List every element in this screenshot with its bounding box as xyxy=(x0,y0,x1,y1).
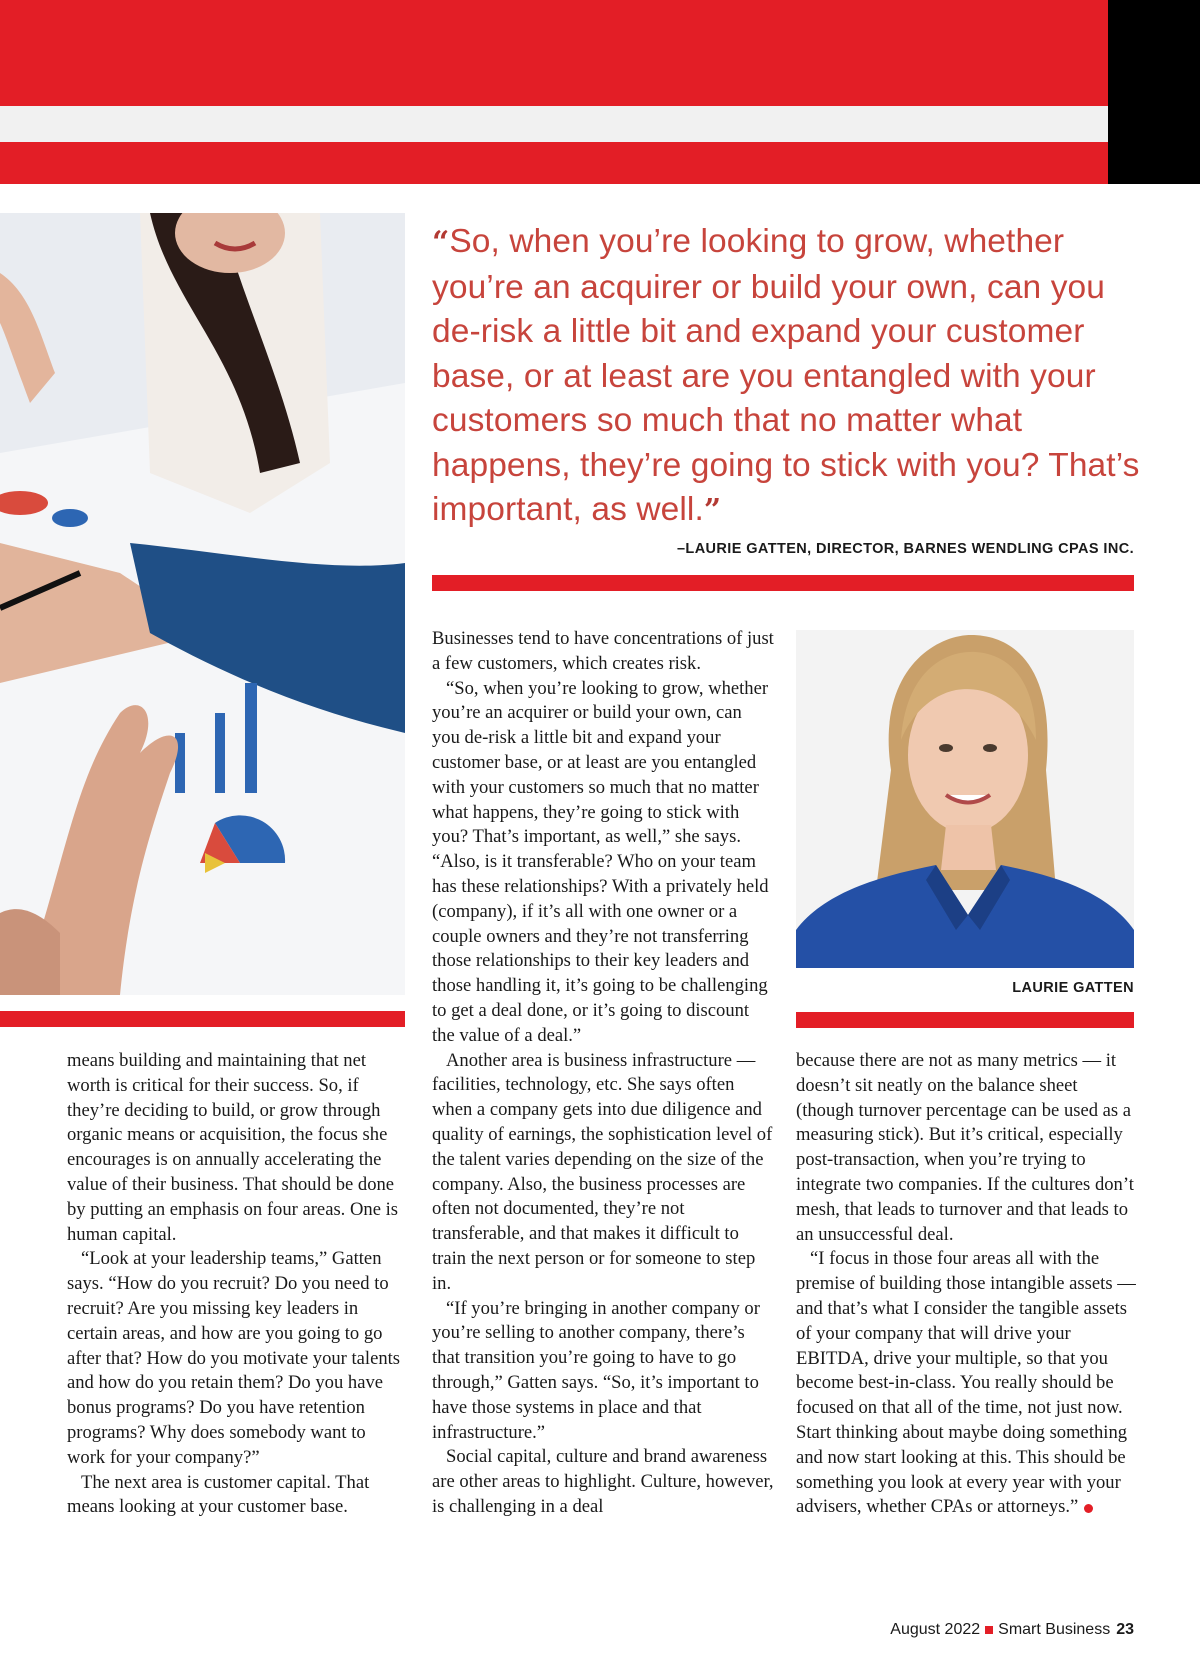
photo-caption: LAURIE GATTEN xyxy=(1012,980,1134,996)
pull-quote xyxy=(432,220,1142,534)
pull-quote-text: So, when you’re looking to grow, whether you’re an acquirer or build your own, can you de-risk a little bit and expand your customer base, or at least are you entangled with your customers so much that no matter what happens, they’re going to stick with you? That’s important, as well. xyxy=(432,223,1140,528)
page-footer xyxy=(780,1621,1134,1639)
portrait-illustration xyxy=(796,630,1134,968)
meeting-photo-illustration xyxy=(0,213,405,995)
pull-quote-close-mark: ” xyxy=(703,493,722,528)
article-column-1 xyxy=(67,1049,407,1520)
pull-quote-attribution: –LAURIE GATTEN, DIRECTOR, BARNES WENDLING CPAS INC. xyxy=(676,541,1134,557)
article-paragraph-final xyxy=(796,1247,1136,1520)
pull-quote-open-mark: “ xyxy=(432,225,450,260)
article-paragraph: “Look at your leadership teams,” Gatten says. “How do you recruit? Do you need to recruit? Are you missing key leaders in certain areas, and how are you going to go after that? How do you motivate your talents and how do you retain them? Do you have bonus programs? Do you have retention programs? Why does somebody want to work for your company?” xyxy=(67,1248,401,1468)
article-paragraph: means building and maintaining that net worth is critical for their success. So, if they’re deciding to build, or grow through organic means or acquisition, the focus she encourages is on annually accelerating the value of their business. That should be done by putting an emphasis on four areas. One is human capital. xyxy=(67,1050,399,1245)
article-column-2 xyxy=(432,627,774,1520)
meeting-photo xyxy=(0,213,405,995)
red-rule-right xyxy=(796,1012,1134,1028)
article-paragraph: “If you’re bringing in another company or you’re selling to another company, there’s that transition you’re going to have to go through,” Gatten says. “So, it’s important to have those systems in place and that infrastructure.” xyxy=(432,1297,760,1443)
laurie-gatten-portrait xyxy=(796,630,1134,968)
header-black-tab xyxy=(1108,0,1200,184)
article-paragraph: Social capital, culture and brand awareness are other areas to highlight. Culture, however, is challenging in a deal xyxy=(432,1446,774,1517)
footer-separator-icon xyxy=(985,1626,993,1634)
end-mark-icon xyxy=(1084,1504,1093,1513)
article-paragraph: The next area is customer capital. That means looking at your customer base. xyxy=(67,1471,370,1518)
article-paragraph: because there are not as many metrics — it doesn’t sit neatly on the balance sheet (though turnover percentage can be used as a measuring stick). But it’s critical, especially post-transaction, when you’re trying to integrate two companies. If the cultures don’t mesh, that leads to turnover and that leads to an unsuccessful deal. xyxy=(796,1050,1134,1245)
article-paragraph: “So, when you’re looking to grow, whether you’re an acquirer or build your own, can you de-risk a little bit and expand your customer base, or at least are you entangled with your customers so much that no matter what happens, they’re going to stick with you? That’s important, as well,” she says. “Also, is it transferable? Who on your team has these relationships? With a privately held (company), if it’s all with one owner or a couple owners and they’re not transferring those relationships to their key leaders and those handling it, it’s going to be challenging to get a deal done, or it’s going to discount the value of a deal.” xyxy=(432,677,769,1046)
article-paragraph: Another area is business infrastructure — facilities, technology, etc. She says often when a company gets into due diligence and quality of earnings, the sophistication level of the talent varies depending on the size of the company. Also, the business processes are often not documented, they’re not transferable, and that makes it difficult to train the next person or for someone to step in. xyxy=(432,1049,773,1294)
footer-publication: Smart Business xyxy=(998,1621,1111,1638)
footer-date: August 2022 xyxy=(890,1621,981,1638)
article-column-3 xyxy=(796,1049,1136,1520)
header-red-stripe xyxy=(0,142,1108,184)
header-red-band xyxy=(0,0,1108,106)
page-number: 23 xyxy=(1116,1621,1134,1638)
red-rule-left xyxy=(0,1011,405,1027)
header-white-stripe xyxy=(0,106,1108,142)
red-rule-quote xyxy=(432,575,1134,591)
article-final-text: “I focus in those four areas all with the premise of building those intangible assets — and that’s what I consider the tangible assets of your company that will drive your EBITDA, drive your multiple, so that you become best-in-class. You really should be focused on that all of the time, not just now. Start thinking about maybe doing something and now start looking at this. This should be something you look at every year with your advisers, whether CPAs or attorneys.” xyxy=(796,1248,1136,1518)
article-paragraph: Businesses tend to have concentrations of just a few customers, which creates risk. xyxy=(432,628,774,674)
